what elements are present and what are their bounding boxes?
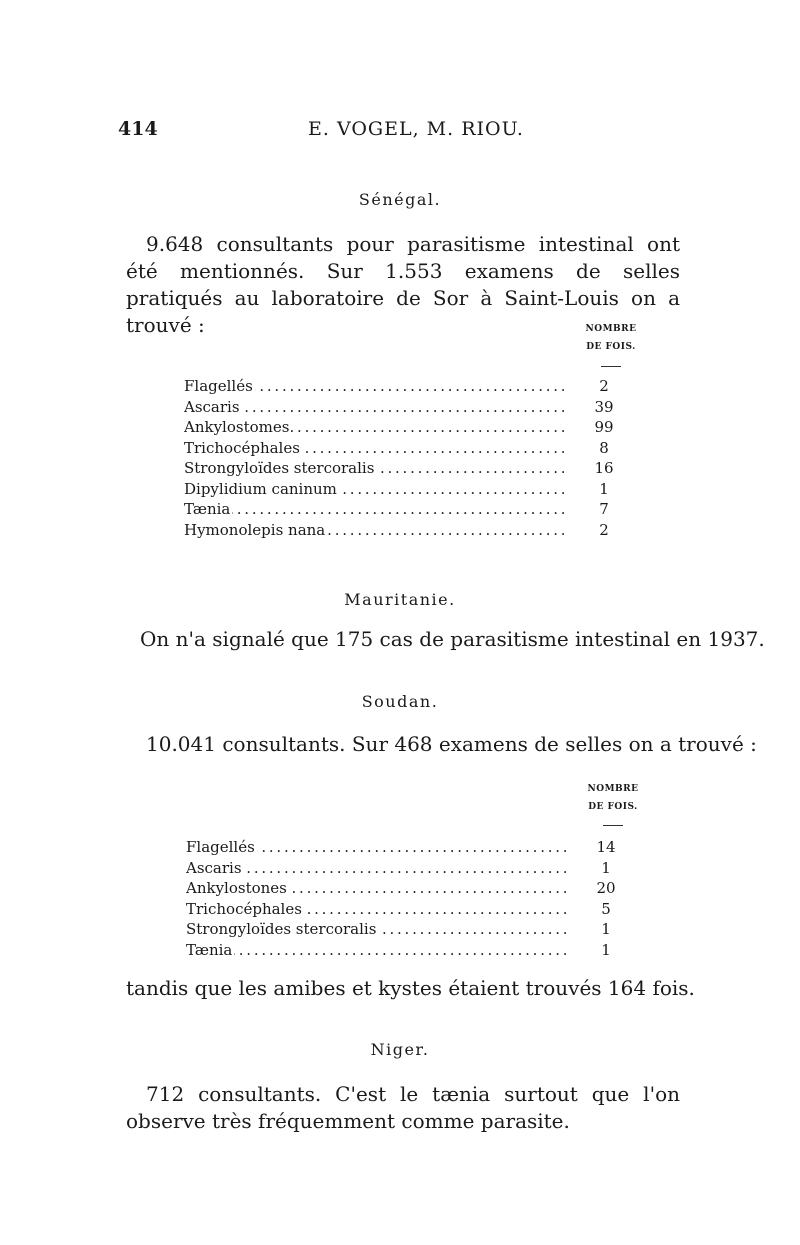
row-value: 5 [601, 899, 611, 918]
soudan-closing: tandis que les amibes et kystes étaient trouvés 164 fois. [126, 976, 695, 1000]
row-label: Tænia [186, 940, 233, 959]
table-row [186, 919, 626, 940]
row-value: 16 [594, 459, 614, 477]
running-head: E. VOGEL, M. RIOU. [308, 118, 524, 140]
row-label: Ankylostomes [184, 418, 290, 436]
column-head-line-1: NOMBRE [587, 784, 639, 794]
row-label: Hymonolepis nana [184, 520, 326, 539]
row-value: 99 [594, 418, 614, 436]
table-row [184, 479, 624, 500]
section-title-niger: Niger. [370, 1040, 430, 1059]
table-row [186, 858, 626, 879]
row-label: Strongyloïdes stercoralis [184, 459, 375, 477]
row-label: Strongyloïdes stercoralis [186, 920, 377, 938]
senegal-paragraph: 9.648 consultants pour parasitisme intestinal ont été mentionnés. Sur 1.553 examens de selles pratiqués au laboratoire de Sor à Saint-Louis on a trouvé : [126, 232, 680, 337]
table-row [186, 878, 626, 899]
row-label: Dipylidium caninum [184, 479, 337, 498]
soudan-paragraph: 10.041 consultants. Sur 468 examens de selles on a trouvé : [146, 732, 757, 756]
row-value: 1 [599, 479, 609, 498]
row-value: 2 [599, 377, 609, 395]
row-label: Tænia [184, 500, 231, 518]
table-row [186, 837, 626, 858]
row-label: Flagellés [184, 377, 253, 395]
senegal-table [184, 376, 624, 540]
section-title-soudan: Soudan. [361, 692, 439, 711]
row-value: 39 [594, 397, 614, 416]
row-value: 20 [596, 879, 616, 897]
row-value: 1 [601, 920, 611, 938]
table-row [184, 438, 624, 459]
row-label: Ascaris [184, 397, 240, 416]
column-head-line-2: DE FOIS. [588, 802, 638, 812]
soudan-table [186, 837, 626, 960]
row-value: 2 [599, 520, 609, 539]
row-label: Trichocéphales [186, 899, 302, 918]
row-label: Trichocéphales [184, 438, 300, 457]
table-row [184, 417, 624, 438]
table-row [186, 940, 626, 961]
section-title-mauritanie: Mauritanie. [344, 590, 456, 609]
row-value: 8 [599, 438, 609, 457]
row-label: Ankylostones [186, 879, 287, 897]
page-header [118, 118, 678, 148]
row-label: Flagellés [186, 838, 255, 856]
row-value: 14 [596, 838, 616, 856]
table-row [184, 397, 624, 418]
table-row [184, 520, 624, 541]
row-value: 1 [601, 858, 611, 877]
niger-paragraph: 712 consultants. C'est le tænia surtout que l'on observe très fréquemment comme parasite. [126, 1082, 680, 1133]
mauritanie-paragraph: On n'a signalé que 175 cas de parasitisme intestinal en 1937. [140, 627, 765, 651]
table-row [184, 376, 624, 397]
column-head-line-1: NOMBRE [585, 324, 637, 334]
column-rule [603, 825, 623, 826]
table-row [184, 458, 624, 479]
row-label: Ascaris [186, 858, 242, 877]
column-head-line-2: DE FOIS. [586, 342, 636, 352]
column-rule [601, 366, 621, 367]
table-row [186, 899, 626, 920]
table-row [184, 499, 624, 520]
senegal-column-head [566, 320, 656, 356]
row-value: 7 [599, 500, 609, 518]
section-title-senegal: Sénégal. [358, 190, 442, 209]
soudan-column-head [568, 780, 658, 816]
row-value: 1 [601, 940, 611, 959]
page-number: 414 [118, 118, 158, 140]
